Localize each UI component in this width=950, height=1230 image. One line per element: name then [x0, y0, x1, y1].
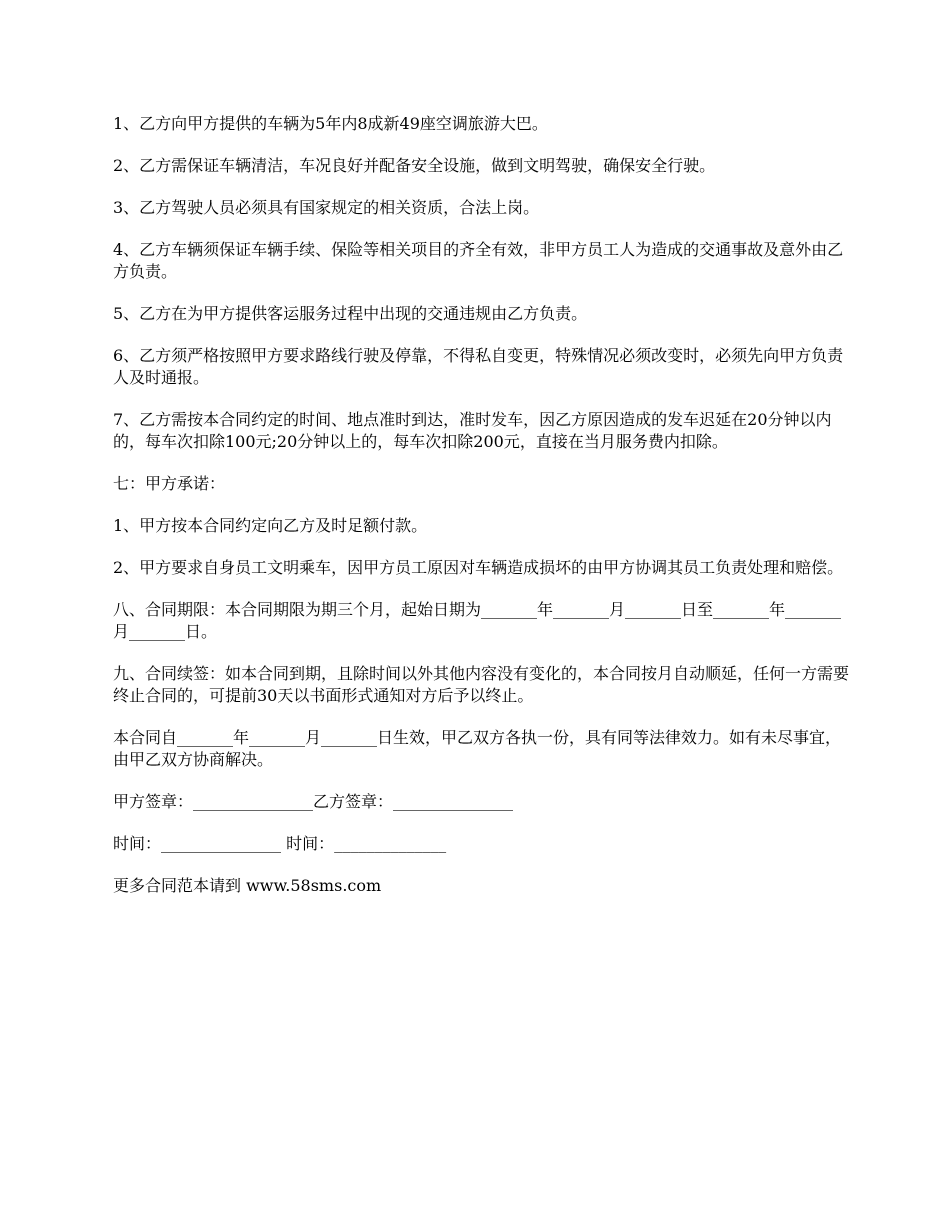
- footer-link-text: 更多合同范本请到 www.58sms.com: [113, 876, 382, 895]
- clause-traffic-violations: 5、乙方在为甲方提供客运服务过程中出现的交通违规由乙方负责。: [113, 304, 588, 323]
- section-heading-party-a-commitments: 七：甲方承诺：: [113, 474, 226, 493]
- clause-driver-qualification: 3、乙方驾驶人员必须具有国家规定的相关资质，合法上岗。: [113, 198, 540, 217]
- clause-route: 6、乙方须严格按照甲方要求路线行驶及停靠，不得私自变更，特殊情况必须改变时，必须先向甲方负责人及时通报。: [113, 346, 844, 387]
- document-page: [113, 113, 853, 917]
- clause-vehicle-cleanliness: 2、乙方需保证车辆清洁，车况良好并配备安全设施，做到文明驾驶，确保安全行驶。: [113, 156, 716, 175]
- clause-punctuality: 7、乙方需按本合同约定的时间、地点准时到达，准时发车，因乙方原因造成的发车迟延在20分钟以内的，每车次扣除100元;20分钟以上的，每车次扣除200元，直接在当月服务费内扣除。: [113, 410, 832, 451]
- clause-vehicle-insurance: 4、乙方车辆须保证车辆手续、保险等相关项目的齐全有效，非甲方员工人为造成的交通事故及意外由乙方负责。: [113, 240, 844, 281]
- signature-line: 甲方签章：_______________乙方签章：_______________: [113, 792, 514, 811]
- time-line: 时间：_______________ 时间：______________: [113, 834, 447, 853]
- clause-contract-renewal: 九、合同续签：如本合同到期，且除时间以外其他内容没有变化的，本合同按月自动顺延，任何一方需要终止合同的，可提前30天以书面形式通知对方后予以终止。: [113, 664, 850, 705]
- clause-payment: 1、甲方按本合同约定向乙方及时足额付款。: [113, 516, 428, 535]
- clause-vehicle-spec: 1、乙方向甲方提供的车辆为5年内8成新49座空调旅游大巴。: [113, 114, 548, 133]
- clause-effective-date: 本合同自_______年_______月_______日生效，甲乙双方各执一份，具有同等法律效力。如有未尽事宜，由甲乙双方协商解决。: [113, 728, 842, 769]
- clause-passenger-conduct: 2、甲方要求自身员工文明乘车，因甲方员工原因对车辆造成损坏的由甲方协调其员工负责处理和赔偿。: [113, 558, 844, 577]
- clause-contract-term: 八、合同期限：本合同期限为期三个月，起始日期为_______年_______月_______日至_______年_______月_______日。: [113, 600, 842, 641]
